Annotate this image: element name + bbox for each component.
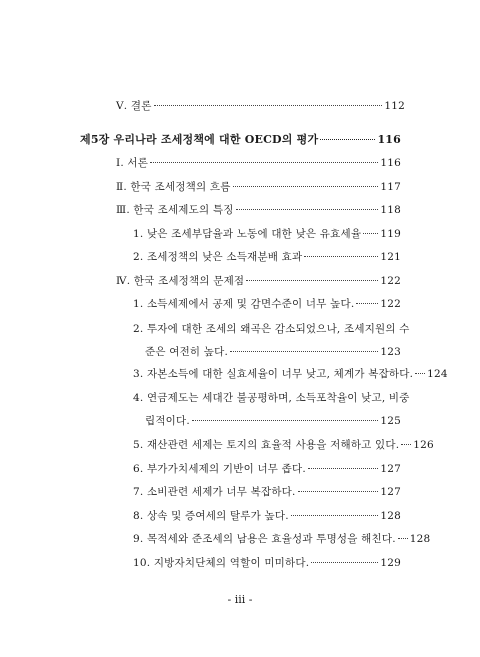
toc-entry-title: Ⅴ. 결론: [116, 100, 152, 112]
toc-entry-page: 128: [380, 510, 401, 522]
toc-entry-page: 121: [380, 251, 401, 263]
toc-entry-page: 127: [380, 463, 401, 475]
toc-entry-title: 6. 부가가치세제의 기반이 너무 좁다.: [133, 463, 306, 475]
dot-leader: [356, 303, 378, 304]
toc-entry-page: 129: [380, 557, 401, 569]
toc-entry-page: 125: [380, 415, 401, 427]
toc-problem-2-line1[interactable]: [133, 322, 410, 336]
toc-entry-title: 3. 자본소득에 대한 실효세율이 너무 낮고, 체계가 복잡하다.: [133, 368, 414, 380]
toc-entry-page: 116: [380, 157, 401, 169]
dot-leader: [320, 139, 375, 140]
dot-leader: [298, 491, 379, 492]
toc-subentry-2[interactable]: [133, 250, 401, 264]
dot-leader: [308, 468, 378, 469]
toc-problem-2-line2[interactable]: [145, 345, 401, 359]
toc-entry-page: 119: [380, 228, 401, 240]
toc-entry-tax-features[interactable]: [116, 203, 401, 217]
toc-problem-8[interactable]: [133, 509, 401, 523]
toc-problem-3[interactable]: [133, 367, 448, 381]
toc-entry-title: Ⅱ. 한국 조세정책의 흐름: [116, 181, 231, 193]
toc-entry-title: Ⅳ. 한국 조세정책의 문제점: [116, 275, 245, 287]
toc-subentry-1[interactable]: [133, 227, 401, 241]
dot-leader: [192, 420, 378, 421]
dot-leader: [154, 105, 383, 106]
dot-leader: [363, 233, 378, 234]
toc-entry-conclusion[interactable]: [116, 99, 405, 113]
toc-entry-page: 126: [413, 439, 434, 451]
dot-leader: [150, 162, 378, 163]
toc-entry-page: 123: [380, 346, 401, 358]
toc-problem-4-line2[interactable]: [145, 414, 401, 428]
toc-entry-title: Ⅰ. 서론: [116, 157, 149, 169]
dot-leader: [398, 538, 408, 539]
toc-problem-10[interactable]: [133, 556, 401, 570]
toc-entry-page: 112: [384, 100, 405, 112]
toc-entry-page: 128: [409, 533, 431, 545]
dot-leader: [304, 256, 378, 257]
toc-entry-title: 9. 목적세와 준조세의 남용은 효율성과 투명성을 해친다.: [133, 533, 396, 545]
toc-problem-5[interactable]: [133, 438, 434, 452]
toc-chapter-5[interactable]: [80, 133, 401, 147]
toc-problem-9[interactable]: [133, 532, 431, 546]
page-number: - iii -: [227, 593, 253, 606]
dot-leader: [230, 351, 378, 352]
toc-entry-title: 립적이다.: [145, 415, 190, 427]
toc-entry-page: 127: [380, 486, 401, 498]
toc-chapter-page: 116: [377, 133, 401, 146]
toc-entry-page: 118: [380, 204, 401, 216]
toc-entry-page: 122: [380, 298, 401, 310]
dot-leader: [236, 209, 379, 210]
toc-chapter-title: 제5장 우리나라 조세정책에 대한 OECD의 평가: [80, 133, 319, 146]
toc-entry-title: 7. 소비관련 세제가 너무 복잡하다.: [133, 486, 296, 498]
dot-leader: [246, 280, 378, 281]
toc-entry-page: 117: [380, 181, 401, 193]
toc-entry-title: 8. 상속 및 증여세의 탈루가 높다.: [133, 510, 289, 522]
dot-leader: [311, 562, 378, 563]
toc-entry-problems[interactable]: [116, 274, 401, 288]
toc-entry-title: 1. 소득세제에서 공제 및 감면수준이 너무 높다.: [133, 298, 355, 310]
toc-entry-title: 2. 조세정책의 낮은 소득재분배 효과: [133, 251, 303, 263]
toc-entry-policy-flow[interactable]: [116, 180, 401, 194]
toc-entry-title: 2. 투자에 대한 조세의 왜곡은 감소되었으나, 조세지원의 수: [133, 323, 410, 335]
dot-leader: [415, 373, 425, 374]
toc-entry-title: 1. 낮은 조세부담율과 노동에 대한 낮은 유효세율: [133, 228, 362, 240]
toc-problem-7[interactable]: [133, 485, 401, 499]
toc-entry-page: 122: [380, 275, 401, 287]
toc-entry-title: 10. 지방자치단체의 역할이 미미하다.: [133, 557, 310, 569]
toc-entry-title: 준은 여전히 높다.: [145, 346, 229, 358]
toc-problem-4-line1[interactable]: [133, 391, 410, 405]
toc-problem-6[interactable]: [133, 462, 401, 476]
toc-entry-page: 124: [427, 368, 448, 380]
toc-entry-title: 5. 재산관련 세제는 토지의 효율적 사용을 저해하고 있다.: [133, 439, 400, 451]
toc-entry-title: 4. 연금제도는 세대간 불공평하며, 소득포착율이 낮고, 비중: [133, 392, 410, 404]
toc-entry-introduction[interactable]: [116, 156, 401, 170]
dot-leader: [401, 444, 411, 445]
dot-leader: [291, 515, 379, 516]
dot-leader: [233, 186, 379, 187]
toc-problem-1[interactable]: [133, 297, 401, 311]
toc-entry-title: Ⅲ. 한국 조세제도의 특징: [116, 204, 234, 216]
